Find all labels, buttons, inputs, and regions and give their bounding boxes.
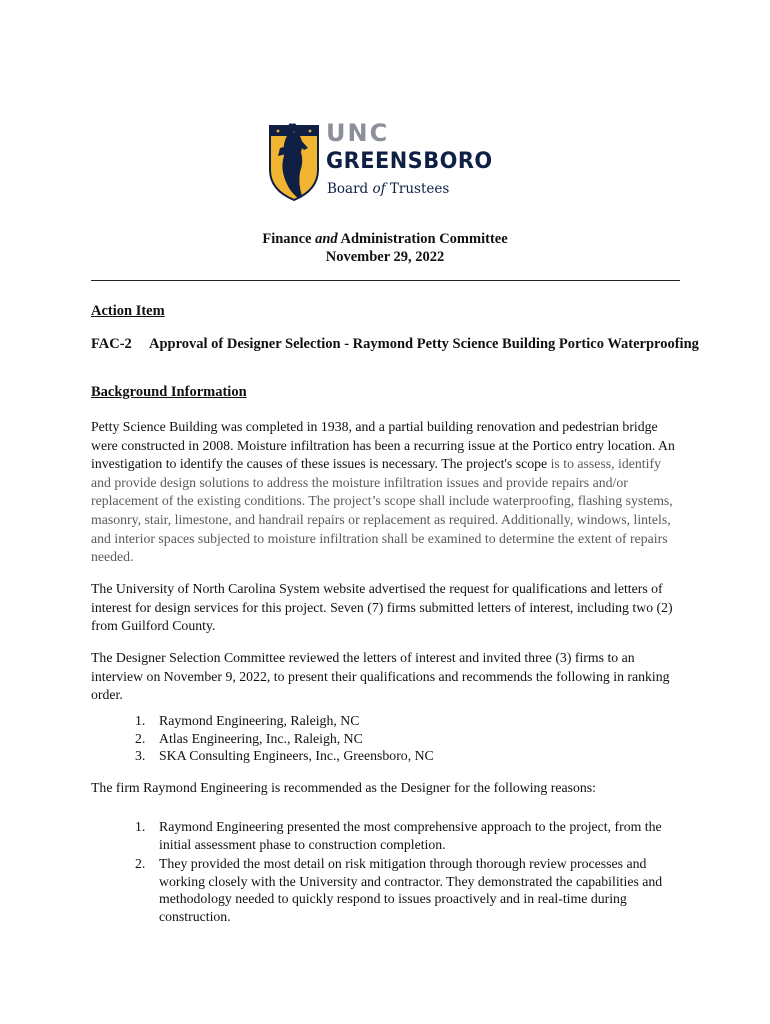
reasons-list (135, 818, 685, 925)
uncg-board-of-trustees-logo (268, 118, 498, 202)
logo-unc-text: UNC (326, 119, 390, 147)
logo-greensboro-text: GREENSBORO (326, 149, 493, 174)
minerva-shield-icon (268, 118, 320, 202)
logo-board-of-trustees-text: Board of Trustees (327, 181, 450, 197)
background-paragraph-3: The Designer Selection Committee reviewed the letters of interest and invited three (3) firms to an interview on November 9, 2022, to present their qualifications and recommends the following in ranking order. (91, 650, 670, 703)
recommendation-paragraph: The firm Raymond Engineering is recommended as the Designer for the following reasons: (91, 780, 596, 795)
item-title: Approval of Designer Selection - Raymond Petty Science Building Portico Waterproofing (149, 336, 699, 352)
meeting-date: November 29, 2022 (325, 249, 445, 265)
action-item-label: Action Item (91, 303, 165, 319)
background-heading: Background Information (91, 384, 247, 400)
background-paragraph-2: The University of North Carolina System website advertised the request for qualifications and letters of interest for design services for this project. Seven (7) firms submitted letters of interest, including two (2) from Guilford County. (91, 581, 673, 634)
item-code: FAC-2 (91, 336, 132, 352)
ranked-firms-list (135, 712, 695, 765)
list-item: 1. Raymond Engineering presented the most comprehensive approach to the project, from the initial assessment phase to construction completion. (135, 819, 662, 852)
list-item: 2. Atlas Engineering, Inc., Raleigh, NC (135, 730, 363, 746)
header-divider (91, 280, 680, 281)
list-item: 2. They provided the most detail on risk mitigation through thorough review processes and working closely with the University and contractor. They demonstrated the capabilities and methodology needed to quickly respond to issues proactively and in real-time during construction. (135, 856, 663, 924)
list-item: 3. SKA Consulting Engineers, Inc., Greensboro, NC (135, 748, 434, 763)
list-item: 1. Raymond Engineering, Raleigh, NC (135, 713, 360, 728)
background-paragraph-1: Petty Science Building was completed in 1938, and a partial building renovation and pedestrian bridge were constructed in 2008. Moisture infiltration has been a recurring issue at the Portico entry location. An investigation to identify the causes of these issues is necessary. The project's scope is to assess, identify and provide design solutions to address the moisture infiltration issues and provide repairs and/or replacement of the existing conditions. The project’s scope shall include waterproofing, flashing systems, masonry, stair, limestone, and handrail repairs or replacement as required. Additionally, windows, lintels, and interior spaces subjected to moisture infiltration shall be examined to determine the extent of repairs needed. (91, 419, 675, 565)
committee-title: Finance and Administration Committee (262, 231, 508, 247)
